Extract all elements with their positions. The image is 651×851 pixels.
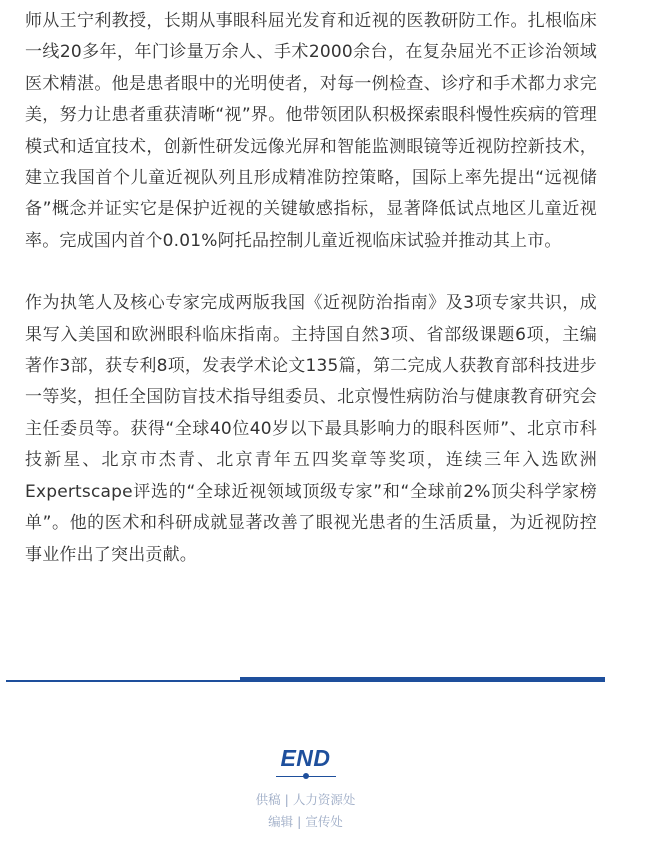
end-label: END — [280, 745, 331, 771]
section-divider — [6, 677, 605, 682]
divider-thick-segment — [240, 677, 605, 682]
end-dot-icon — [303, 773, 309, 779]
credit-editor: 编辑 | 宣传处 — [268, 814, 343, 829]
end-block — [0, 744, 611, 833]
divider-thin-segment — [6, 680, 240, 682]
biography-paragraph-1: 师从王宁利教授，长期从事眼科屈光发育和近视的医教研防工作。扎根临床一线20多年，年门诊量万余人、手术2000余台，在复杂屈光不正诊治领域医术精湛。他是患者眼中的光明使者，对每一例检查、诊疗和手术都力求完美，努力让患者重获清晰“视”界。他带领团队积极探索眼科慢性疾病的管理模式和适宜技术，创新性研发远像光屏和智能监测眼镜等近视防控新技术，建立我国首个儿童近视队列且形成精准防控策略，国际上率先提出“远视储备”概念并证实它是保护近视的关键敏感指标，显著降低试点地区儿童近视率。完成国内首个0.01%阿托品控制儿童近视临床试验并推动其上市。 — [25, 11, 597, 251]
biography-paragraph-2: 作为执笔人及核心专家完成两版我国《近视防治指南》及3项专家共识，成果写入美国和欧洲眼科临床指南。主持国自然3项、省部级课题6项，主编著作3部，获专利8项，发表学术论文135篇，第二完成人获教育部科技进步一等奖，担任全国防盲技术指导组委员、北京慢性病防治与健康教育研究会主任委员等。获得“全球40位40岁以下最具影响力的眼科医师”、北京市科技新星、北京市杰青、北京青年五四奖章等奖项，连续三年入选欧洲Expertscape评选的“全球近视领域顶级专家”和“全球前2%顶尖科学家榜单”。他的医术和科研成就显著改善了眼视光患者的生活质量，为近视防控事业作出了突出贡献。 — [25, 293, 597, 565]
end-underline-ornament — [276, 773, 336, 780]
article-body — [25, 6, 597, 571]
credit-contributor: 供稿 | 人力资源处 — [255, 792, 356, 807]
